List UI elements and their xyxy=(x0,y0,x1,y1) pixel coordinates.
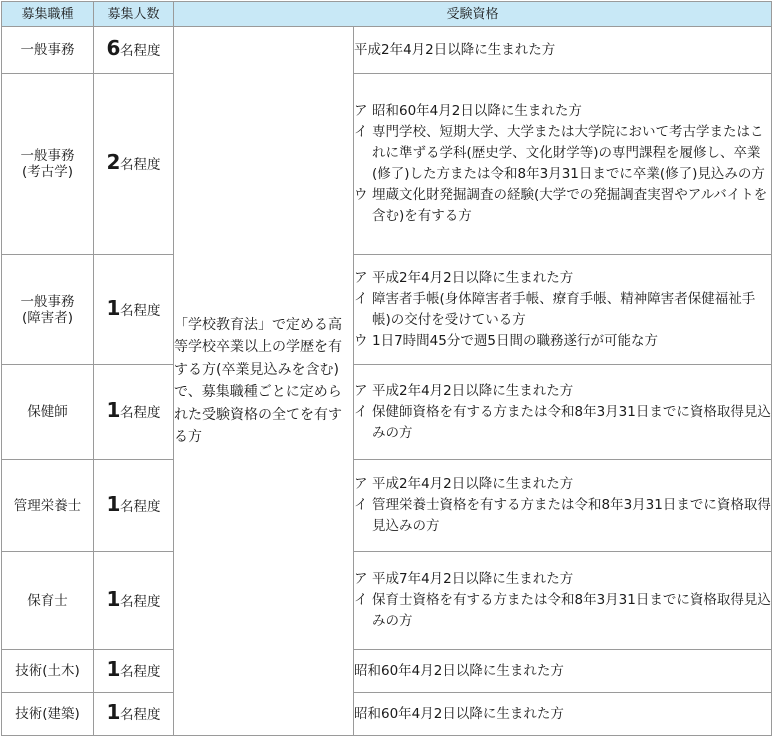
qualification-item xyxy=(354,661,771,682)
table-row xyxy=(2,552,772,650)
job-cell xyxy=(2,74,94,255)
qualification-cell xyxy=(354,365,772,460)
item-marker: ウ xyxy=(354,332,368,349)
item-marker: ア xyxy=(354,382,368,399)
item-marker: ア xyxy=(354,269,368,286)
count-unit: 名程度 xyxy=(119,593,161,610)
table-row xyxy=(2,650,772,693)
qualification-item xyxy=(354,569,771,590)
qualification-item xyxy=(354,381,771,402)
table-row xyxy=(2,365,772,460)
count-number: 1 xyxy=(106,657,120,681)
item-text: 1日7時間45分で週5日間の職務遂行が可能な方 xyxy=(372,332,658,349)
qualification-item xyxy=(354,101,771,122)
job-subname: (考古学) xyxy=(21,164,74,180)
qualification-item xyxy=(354,331,771,352)
count-unit: 名程度 xyxy=(119,157,161,173)
count-unit: 名程度 xyxy=(119,405,161,421)
count-cell xyxy=(94,365,174,460)
qualification-item xyxy=(354,40,771,61)
item-text: 平成7年4月2日以降に生まれた方 xyxy=(372,571,574,587)
qualification-item xyxy=(354,495,771,537)
count-cell xyxy=(94,27,174,74)
job-cell xyxy=(2,27,94,74)
item-marker: ア xyxy=(354,476,368,492)
qualification-cell xyxy=(354,552,772,650)
item-text: 保育士資格を有する方または令和8年3月31日までに資格取得見込みの方 xyxy=(372,592,771,629)
count-number: 1 xyxy=(106,295,120,320)
qualification-cell xyxy=(354,460,772,552)
common-qualification: 「学校教育法」で定める高等学校卒業以上の学歴を有する方(卒業見込みを含む)で、募集職種ごとに定められた受験資格の全てを有する方 xyxy=(174,27,354,736)
job-cell xyxy=(2,552,94,650)
item-marker: ア xyxy=(354,571,368,587)
table-row xyxy=(2,74,772,255)
job-name: 一般事務 xyxy=(20,42,75,58)
count-number: 6 xyxy=(106,36,120,60)
qualification-item xyxy=(354,590,771,632)
qualification-cell xyxy=(354,74,772,255)
qualification-cell xyxy=(354,650,772,693)
count-unit: 名程度 xyxy=(119,664,161,680)
item-marker: ア xyxy=(354,103,368,119)
item-text: 専門学校、短期大学、大学または大学院において考古学またはこれに準ずる学科(歴史学、文化財学等)の専門課程を履修し、卒業(修了)した方または令和8年3月31日までに卒業(修了)見込みの方 xyxy=(372,124,765,182)
header-qualification: 受験資格 xyxy=(174,2,772,27)
count-unit: 名程度 xyxy=(119,498,161,515)
table-row xyxy=(2,27,772,74)
qualification-item xyxy=(354,122,771,185)
item-marker: イ xyxy=(354,290,368,307)
item-marker: イ xyxy=(354,403,368,420)
qualification-cell xyxy=(354,255,772,365)
qualification-item xyxy=(354,474,771,495)
table-row xyxy=(2,255,772,365)
qualification-item xyxy=(354,704,771,725)
item-marker: ウ xyxy=(354,187,368,203)
item-text: 平成2年4月2日以降に生まれた方 xyxy=(354,41,556,58)
qualification-cell xyxy=(354,693,772,736)
item-text: 平成2年4月2日以降に生まれた方 xyxy=(372,382,574,399)
job-name: 一般事務 xyxy=(20,148,75,164)
job-name: 一般事務 xyxy=(20,293,75,310)
count-number: 1 xyxy=(106,586,120,611)
job-subname: (障害者) xyxy=(21,309,74,326)
count-cell xyxy=(94,552,174,650)
recruitment-table xyxy=(1,1,772,736)
job-name: 技術(建築) xyxy=(15,706,80,722)
header-count: 募集人数 xyxy=(94,2,174,27)
job-name: 管理栄養士 xyxy=(13,497,82,514)
count-cell xyxy=(94,460,174,552)
item-text: 昭和60年4月2日以降に生まれた方 xyxy=(354,705,564,722)
count-cell xyxy=(94,650,174,693)
count-unit: 名程度 xyxy=(119,707,161,723)
qualification-item xyxy=(354,185,771,227)
header-row xyxy=(2,2,772,27)
count-unit: 名程度 xyxy=(119,302,161,319)
job-cell xyxy=(2,693,94,736)
count-cell xyxy=(94,693,174,736)
item-marker: イ xyxy=(354,592,368,608)
qualification-item xyxy=(354,268,771,289)
job-cell xyxy=(2,650,94,693)
item-text: 埋蔵文化財発掘調査の経験(大学での発掘調査実習やアルバイトを含む)を有する方 xyxy=(372,187,768,224)
job-name: 技術(土木) xyxy=(15,663,80,679)
job-cell xyxy=(2,365,94,460)
count-cell xyxy=(94,74,174,255)
item-marker: イ xyxy=(354,497,368,513)
job-name: 保健師 xyxy=(27,404,68,420)
item-text: 保健師資格を有する方または令和8年3月31日までに資格取得見込みの方 xyxy=(372,403,771,441)
job-cell xyxy=(2,460,94,552)
table-row xyxy=(2,693,772,736)
qualification-item xyxy=(354,402,771,444)
count-number: 1 xyxy=(106,491,120,516)
qualification-item xyxy=(354,289,771,331)
job-name: 保育士 xyxy=(27,592,68,609)
count-unit: 名程度 xyxy=(119,43,161,59)
count-cell xyxy=(94,255,174,365)
count-number: 2 xyxy=(106,150,120,174)
item-marker: イ xyxy=(354,124,368,140)
item-text: 平成2年4月2日以降に生まれた方 xyxy=(372,476,574,492)
item-text: 昭和60年4月2日以降に生まれた方 xyxy=(372,103,582,119)
qualification-cell xyxy=(354,27,772,74)
item-text: 障害者手帳(身体障害者手帳、療育手帳、精神障害者保健福祉手帳)の交付を受けている方 xyxy=(372,290,756,328)
header-job: 募集職種 xyxy=(2,2,94,27)
table-row xyxy=(2,460,772,552)
job-cell xyxy=(2,255,94,365)
count-number: 1 xyxy=(106,700,120,724)
item-text: 管理栄養士資格を有する方または令和8年3月31日までに資格取得見込みの方 xyxy=(372,497,771,534)
item-text: 昭和60年4月2日以降に生まれた方 xyxy=(354,662,564,679)
item-text: 平成2年4月2日以降に生まれた方 xyxy=(372,269,574,286)
count-number: 1 xyxy=(106,398,120,422)
